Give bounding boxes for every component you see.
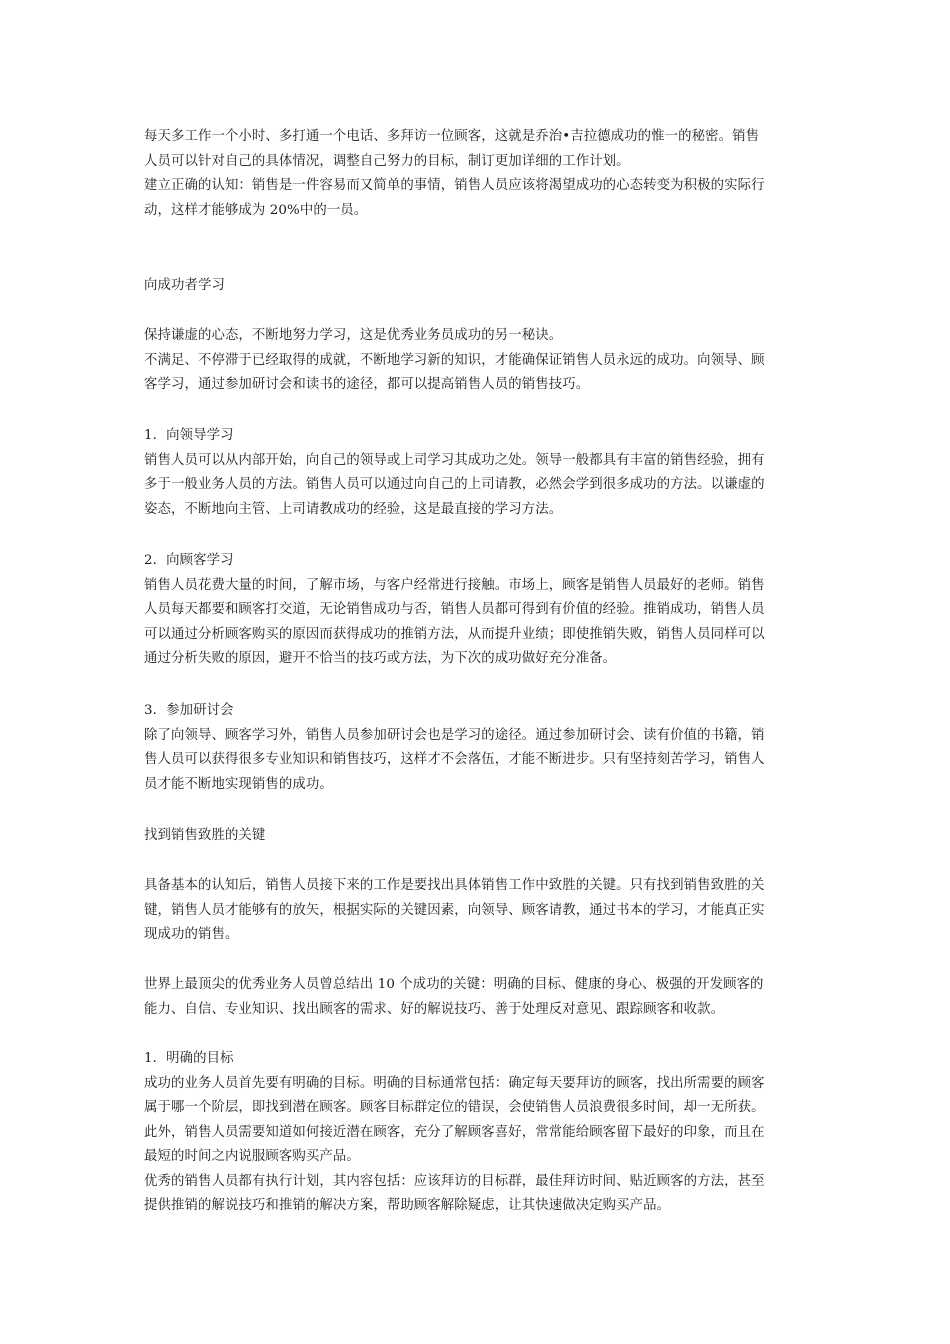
text-line: 不满足、不停滞于已经取得的成就，不断地学习新的知识，才能确保证销售人员永远的成功。向领导、顾 (144, 352, 765, 368)
text-line: 多于一般业务人员的方法。销售人员可以通过向自己的上司请教，必然会学到很多成功的方法。以谦虚的 (144, 477, 765, 492)
text-line: 售人员可以获得很多专业知识和销售技巧，这样才不会落伍，才能不断进步。只有坚持刻苦学习，销售人 (144, 752, 765, 767)
text-line: 建立正确的认知：销售是一件容易而又简单的事情，销售人员应该将渴望成功的心态转变为积极的实际行 (144, 178, 765, 193)
text-line: 能力、自信、专业知识、找出顾客的需求、好的解说技巧、善于处理反对意见、跟踪顾客和收款。 (144, 1001, 725, 1017)
subsection-title: 1．明确的目标 (144, 1051, 234, 1066)
subsection-title: 1．向领导学习 (144, 428, 234, 443)
text-line: 姿态，不断地向主管、上司请教成功的经验，这是最直接的学习方法。 (144, 501, 563, 517)
text-line: 此外，销售人员需要知道如何接近潜在顾客，充分了解顾客喜好，常常能给顾客留下最好的印象，而且在 (144, 1124, 765, 1140)
section-heading: 找到销售致胜的关键 (144, 828, 266, 843)
section-heading: 向成功者学习 (144, 278, 225, 293)
text-line: 现成功的销售。 (144, 927, 239, 942)
paragraph-intro (144, 125, 808, 223)
section-clear-goals (144, 1047, 808, 1219)
text-line: 属于哪一个阶层，即找到潜在顾客。顾客目标群定位的错误，会使销售人员浪费很多时间，却一无所获。 (144, 1100, 765, 1115)
section-learn-from-customers (144, 549, 808, 672)
text-line: 销售人员可以从内部开始，向自己的领导或上司学习其成功之处。领导一般都具有丰富的销售经验，拥有 (144, 452, 765, 468)
text-line: 键，销售人员才能够有的放矢，根据实际的关键因素，向领导、顾客请教，通过书本的学习，才能真正实 (144, 902, 765, 918)
text-line: 成功的业务人员首先要有明确的目标。明确的目标通常包括：确定每天要拜访的顾客，找出所需要的顾客 (144, 1075, 765, 1091)
text-line: 可以通过分析顾客购买的原因而获得成功的推销方法，从而提升业绩；即使推销失败，销售人员同样可以 (144, 626, 765, 642)
text-line: 人员每天都要和顾客打交道，无论销售成功与否，销售人员都可得到有价值的经验。推销成功，销售人员 (144, 602, 765, 617)
text-line: 除了向领导、顾客学习外，销售人员参加研讨会也是学习的途径。通过参加研讨会、读有价值的书籍，销 (144, 727, 765, 743)
text-line: 人员可以针对自己的具体情况，调整自己努力的目标，制订更加详细的工作计划。 (144, 153, 630, 169)
text-line: 提供推销的解说技巧和推销的解决方案，帮助顾客解除疑虑，让其快速做决定购买产品。 (144, 1198, 671, 1213)
paragraph-keys (144, 874, 808, 948)
text-line: 每天多工作一个小时、多打通一个电话、多拜访一位顾客，这就是乔治•吉拉德成功的惟一的秘密。销售 (144, 129, 760, 144)
text-line: 保持谦虚的心态，不断地努力学习，这是优秀业务员成功的另一秘诀。 (144, 328, 563, 343)
section-seminars (144, 699, 808, 797)
heading-keys-to-success (144, 824, 808, 849)
text-line: 销售人员花费大量的时间，了解市场，与客户经常进行接触。市场上，顾客是销售人员最好的老师。销售 (144, 577, 765, 593)
subsection-title: 2．向顾客学习 (144, 553, 234, 568)
paragraph-ten-keys (144, 973, 808, 1022)
text-line: 员才能不断地实现销售的成功。 (144, 776, 333, 792)
heading-learn-from-successful (144, 274, 808, 299)
text-line: 动，这样才能够成为 20%中的一员。 (144, 202, 368, 218)
text-line: 具备基本的认知后，销售人员接下来的工作是要找出具体销售工作中致胜的关键。只有找到销售致胜的关 (144, 878, 765, 893)
text-line: 世界上最顶尖的优秀业务人员曾总结出 10 个成功的关键：明确的目标、健康的身心、极强的开发顾客的 (144, 977, 764, 992)
text-line: 通过分析失败的原因，避开不恰当的技巧或方法，为下次的成功做好充分准备。 (144, 651, 617, 666)
paragraph-humility (144, 324, 808, 398)
text-line: 优秀的销售人员都有执行计划，其内容包括：应该拜访的目标群，最佳拜访时间、贴近顾客的方法，甚至 (144, 1173, 765, 1189)
text-line: 客学习，通过参加研讨会和读书的途径，都可以提高销售人员的销售技巧。 (144, 377, 590, 392)
section-learn-from-leaders (144, 424, 808, 522)
subsection-title: 3．参加研讨会 (144, 703, 234, 718)
text-line: 最短的时间之内说服顾客购买产品。 (144, 1149, 360, 1164)
